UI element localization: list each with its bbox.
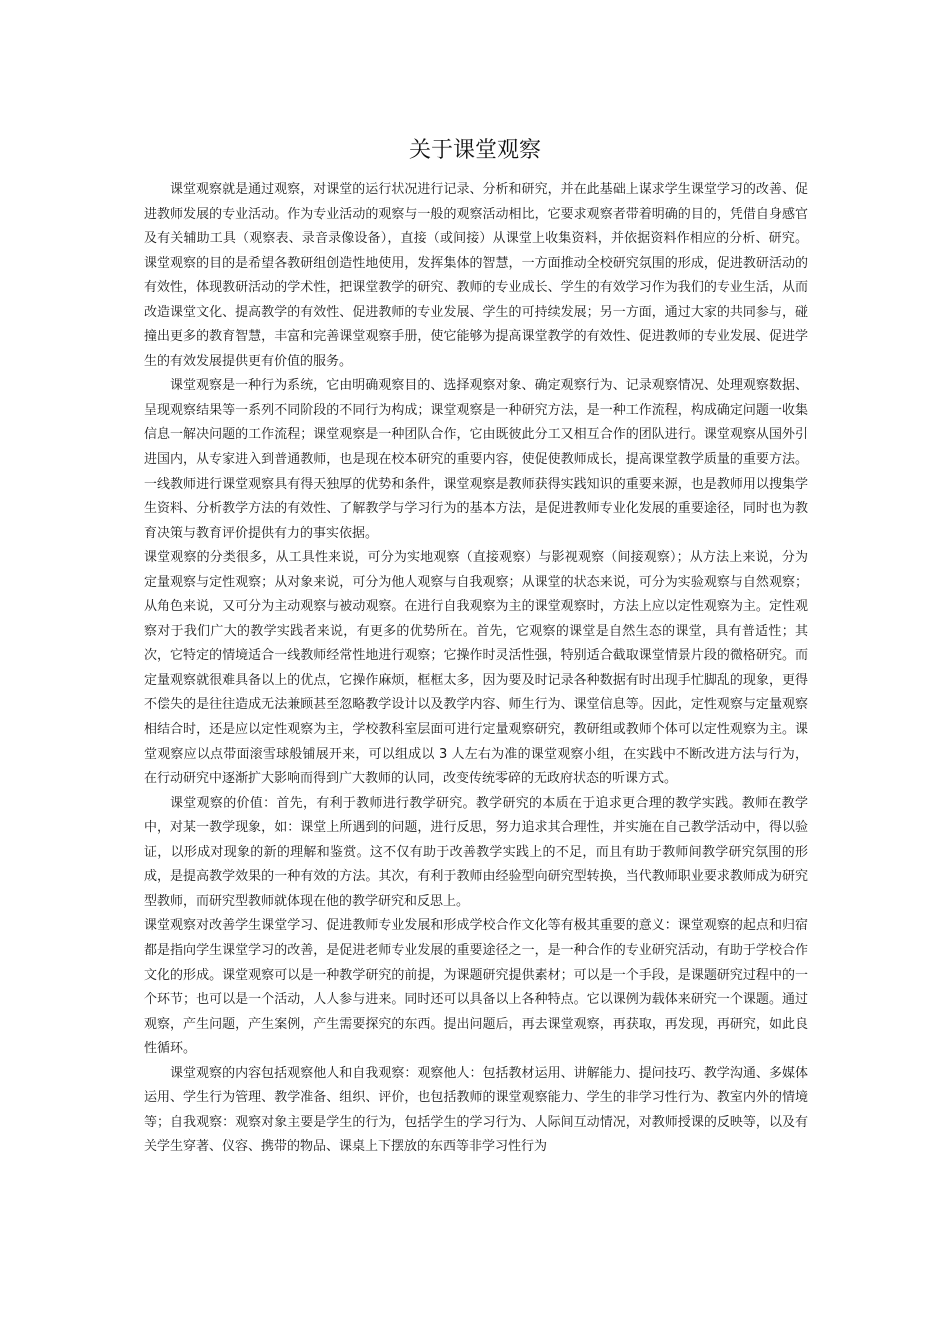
paragraph-content: 课堂观察的内容包括观察他人和自我观察：观察他人：包括教材运用、讲解能力、提问技巧、教学沟通、多媒体运用、学生行为管理、教学准备、组织、评价，也包括教师的课堂观察能力、学生的非学习性行为、教室内外的情境等；自我观察：观察对象主要是学生的行为，包括学生的学习行为、人际间互动情况，对教师授课的反映等，以及有关学生穿著、仪容、携带的物品、课桌上下摆放的东西等非学习性行为 (144, 1065, 808, 1155)
paragraph-behavior-system: 课堂观察是一种行为系统，它由明确观察目的、选择观察对象、确定观察行为、记录观察情况、处理观察数据、呈现观察结果等一系列不同阶段的不同行为构成；课堂观察是一种研究方法，是一种工作流程，构成确定问题一收集信息一解决问题的工作流程；课堂观察是一种团队合作，它由既彼此分工又相互合作的团队进行。课堂观察从国外引进国内，从专家进入到普通教师，也是现在校本研究的重要内容，使促使教师成长，提高课堂教学质量的重要方法。一线教师进行课堂观察具有得天独厚的优势和条件，课堂观察是教师获得实践知识的重要来源，也是教师用以搜集学生资料、分析教学方法的有效性、了解教学与学习行为的基本方法，是促进教师专业化发展的重要途径，同时也为教育决策与教育评价提供有力的事实依据。 (144, 378, 808, 541)
paragraph-significance: 课堂观察对改善学生课堂学习、促进教师专业发展和形成学校合作文化等有极其重要的意义：课堂观察的起点和归宿都是指向学生课堂学习的改善，是促进老师专业发展的重要途径之一，是一种合作的专业研究活动，有助于学校合作文化的形成。课堂观察可以是一种教学研究的前提，为课题研究提供素材；可以是一个手段，是课题研究过程中的一个环节；也可以是一个活动，人人参与进来。同时还可以具备以上各种特点。它以课例为载体来研究一个课题。通过观察，产生问题，产生案例，产生需要探究的东西。提出问题后，再去课堂观察，再获取，再发现，再研究，如此良性循环。 (144, 918, 808, 1057)
paragraph-classification: 课堂观察的分类很多，从工具性来说，可分为实地观察（直接观察）与影视观察（间接观察）；从方法上来说，分为定量观察与定性观察；从对象来说，可分为他人观察与自我观察；从课堂的状态来说，可分为实验观察与自然观察；从角色来说，又可分为主动观察与被动观察。在进行自我观察为主的课堂观察时，方法上应以定性观察为主。定性观察对于我们广大的教学实践者来说，有更多的优势所在。首先，它观察的课堂是自然生态的课堂，具有普适性；其次，它特定的情境适合一线教师经常性地进行观察；它操作时灵活性强，特别适合截取课堂情景片段的微格研究。而定量观察就很难具备以上的优点，它操作麻烦，框框太多，因为要及时记录各种数据有时出现手忙脚乱的现象，更得不偿失的是往往造成无法兼顾甚至忽略教学设计以及教学内容、师生行为、课堂信息等。因此，定性观察与定量观察相结合时，还是应以定性观察为主，学校教科室层面可进行定量观察研究，教研组或教师个体可以定性观察为主。课堂观察应以点带面滚雪球般铺展开来，可以组成以 3 人左右为准的课堂观察小组，在实践中不断改进方法与行为，在行动研究中逐渐扩大影响而得到广大教师的认同，改变传统零碎的无政府状态的听课方式。 (144, 550, 808, 787)
paragraph-value: 课堂观察的价值：首先，有利于教师进行教学研究。教学研究的本质在于追求更合理的教学实践。教师在教学中，对某一教学现象，如：课堂上所遇到的问题，进行反思，努力追求其合理性，并实施在自己教学活动中，得以验证，以形成对现象的新的理解和鉴赏。这不仅有助于改善教学实践上的不足，而且有助于教师间教学研究氛围的形成，是提高教学效果的一种有效的方法。其次，有利于教师由经验型向研究型转换，当代教师职业要求教师成为研究型教师，而研究型教师就体现在他的教学研究和反思上。 (144, 795, 808, 909)
document-title: 关于课堂观察 (408, 138, 541, 163)
paragraph-definition: 课堂观察就是通过观察，对课堂的运行状况进行记录、分析和研究，并在此基础上谋求学生课堂学习的改善、促进教师发展的专业活动。作为专业活动的观察与一般的观察活动相比，它要求观察者带着明确的目的，凭借自身感官及有关辅助工具（观察表、录音录像设备），直接（或间接）从课堂上收集资料，并依据资料作相应的分析、研究。课堂观察的目的是希望各教研组创造性地使用，发挥集体的智慧，一方面推动全校研究氛围的形成，促进教研活动的有效性，体现教研活动的学术性，把课堂教学的研究、教师的专业成长、学生的有效学习作为我们的专业生活，从而改造课堂文化、提高教学的有效性、促进教师的专业发展、学生的可持续发展；另一方面，通过大家的共同参与，碰撞出更多的教育智慧，丰富和完善课堂观察手册，使它能够为提高课堂教学的有效性、促进教师的专业发展、促进学生的有效发展提供更有价值的服务。 (144, 182, 808, 369)
document-body (144, 178, 808, 1160)
